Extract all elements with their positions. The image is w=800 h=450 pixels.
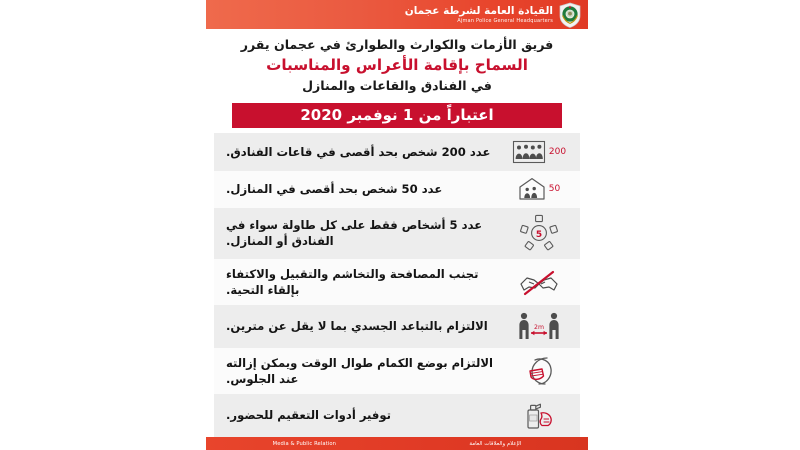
rule-row xyxy=(214,259,580,305)
rule-row xyxy=(214,305,580,348)
rule-text: توفير أدوات التعقيم للحضور. xyxy=(226,408,392,423)
rule-text: عدد 50 شخص بحد أقصى في المنازل. xyxy=(226,182,443,197)
poster-footer xyxy=(206,437,588,450)
infographic-poster xyxy=(206,0,588,450)
no-handshake-icon xyxy=(504,266,574,298)
face-mask-icon xyxy=(504,355,574,387)
footer-text-english: Media & Public Relation xyxy=(272,440,336,447)
rule-text: تجنب المصافحة والتخاشم والتقبيل والاكتفاء بإلقاء التحية. xyxy=(226,266,479,297)
hand-sanitizer-icon xyxy=(504,400,574,430)
title-line-3: في الفنادق والقاعات والمنازل xyxy=(302,78,492,94)
poster-title xyxy=(206,29,588,99)
rule-icon-number-text: 2m xyxy=(534,324,544,332)
round-table-five-seats-icon xyxy=(504,214,574,252)
police-emblem-icon xyxy=(558,2,582,28)
rule-icon-number: 200 xyxy=(548,146,567,157)
title-line-1: فريق الأزمات والكوارث والطوارئ في عجمان يقرر xyxy=(240,37,554,52)
effective-date-banner: اعتباراً من 1 نوفمبر 2020 xyxy=(232,103,562,128)
poster-header xyxy=(206,0,588,29)
rule-text: عدد 200 شخص بحد أقصى في قاعات الفنادق. xyxy=(226,144,491,159)
organization-name-english: Ajman Police General Headquarters xyxy=(457,17,553,24)
rule-icon-number: 50 xyxy=(548,184,561,195)
social-distancing-two-meters-icon xyxy=(504,311,574,341)
rule-text: الالتزام بالتباعد الجسدي بما لا يقل عن مترين. xyxy=(226,319,488,334)
people-in-house-icon xyxy=(504,177,574,201)
rule-icon-number-text: 5 xyxy=(535,230,543,241)
group-of-people-in-hall-icon xyxy=(504,140,574,164)
rule-row xyxy=(214,394,580,437)
rule-row xyxy=(214,133,580,170)
title-line-2-highlight: السماح بإقامة الأعراس والمناسبات xyxy=(266,56,528,74)
rule-row xyxy=(214,208,580,259)
organization-name-block xyxy=(405,6,553,24)
footer-text-arabic: الإعلام والعلاقات العامة xyxy=(469,440,522,447)
rule-text: الالتزام بوضع الكمام طوال الوقت ويمكن إزالته عند الجلوس. xyxy=(226,355,493,386)
rule-text: عدد 5 أشخاص فقط على كل طاولة سواء في الفنادق أو المنازل. xyxy=(226,218,483,249)
rule-row xyxy=(214,348,580,394)
rules-list xyxy=(206,133,588,437)
rule-row xyxy=(214,171,580,208)
organization-name-arabic: القيادة العامة لشرطة عجمان xyxy=(404,4,553,17)
